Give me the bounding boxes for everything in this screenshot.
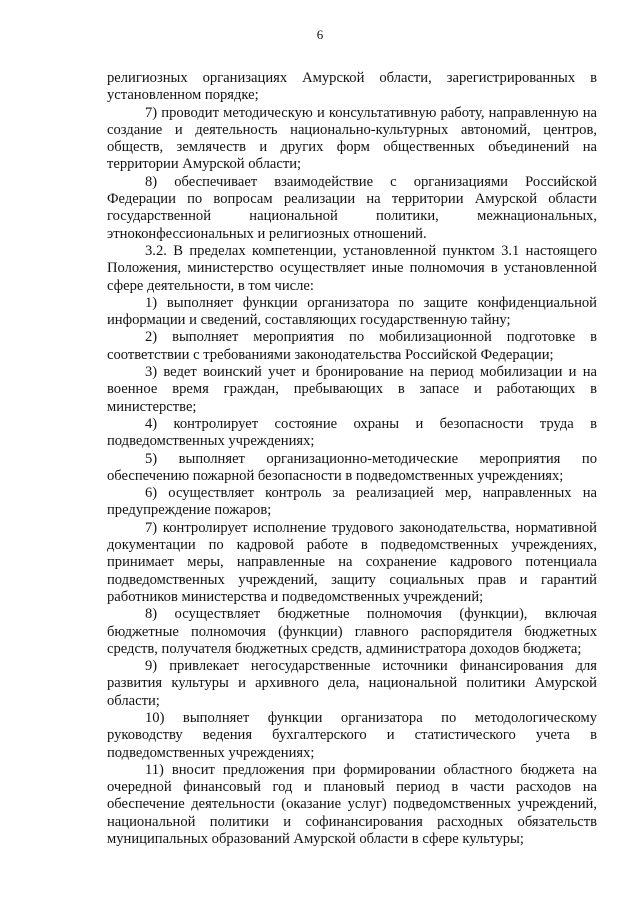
paragraph-subitem-4: 4) контролирует состояние охраны и безопасности труда в подведомственных учреждениях; <box>107 415 597 450</box>
paragraph-section-3-2: 3.2. В пределах компетенции, установленной пунктом 3.1 настоящего Положения, министерство осуществляет иные полномочия в установленной сфере деятельности, в том числе: <box>107 242 597 294</box>
paragraph-continuation: религиозных организациях Амурской области, зарегистрированных в установленном порядке; <box>107 70 597 104</box>
paragraph-subitem-5: 5) выполняет организационно-методические мероприятия по обеспечению пожарной безопасности в подведомственных учреждениях; <box>107 450 597 484</box>
paragraph-subitem-1: 1) выполняет функции организатора по защите конфиденциальной информации и сведений, составляющих государственную тайну; <box>107 294 597 329</box>
paragraph-subitem-3: 3) ведет воинский учет и бронирование на период мобилизации и на военное время граждан, пребывающих в запасе и работающих в министерстве; <box>107 364 597 415</box>
paragraph-subitem-8: 8) осуществляет бюджетные полномочия (функции), включая бюджетные полномочия (функции) главного распорядителя бюджетных средств, получателя бюджетных средств, администратора доходов бюджета; <box>107 606 597 657</box>
paragraph-subitem-7: 7) контролирует исполнение трудового законодательства, нормативной документации по кадровой работе в подведомственных учреждениях, принимает меры, направленные на сохранение кадрового потенциала подведомственных учреждений, защиту социальных прав и гарантий работников министерства и подведомственных учреждений; <box>107 519 597 605</box>
paragraph-subitem-6: 6) осуществляет контроль за реализацией мер, направленных на предупреждение пожаров; <box>107 485 597 519</box>
paragraph-item-8: 8) обеспечивает взаимодействие с организациями Российской Федерации по вопросам реализации на территории Амурской области государственной национальной политики, межнациональных, этноконфессиональных и религиозных отношений. <box>107 173 597 242</box>
document-body <box>107 70 597 848</box>
paragraph-subitem-11: 11) вносит предложения при формировании областного бюджета на очередной финансовый год и плановый период в части расходов на обеспечение деятельности (оказание услуг) подведомственных учреждений, национальной политики и софинансирования расходных обязательств муниципальных образований Амурской области в сфере культуры; <box>107 761 597 848</box>
paragraph-subitem-10: 10) выполняет функции организатора по методологическому руководству ведения бухгалтерского и статистического учета в подведомственных учреждениях; <box>107 709 597 761</box>
page-number: 6 <box>316 27 324 42</box>
paragraph-subitem-9: 9) привлекает негосударственные источники финансирования для развития культуры и архивного дела, национальной политики Амурской области; <box>107 658 597 709</box>
paragraph-item-7: 7) проводит методическую и консультативную работу, направленную на создание и деятельность национально-культурных автономий, центров, обществ, землячеств и других форм общественных объединений на территории Амурской области; <box>107 104 597 173</box>
paragraph-subitem-2: 2) выполняет мероприятия по мобилизационной подготовке в соответствии с требованиями законодательства Российской Федерации; <box>107 329 597 363</box>
